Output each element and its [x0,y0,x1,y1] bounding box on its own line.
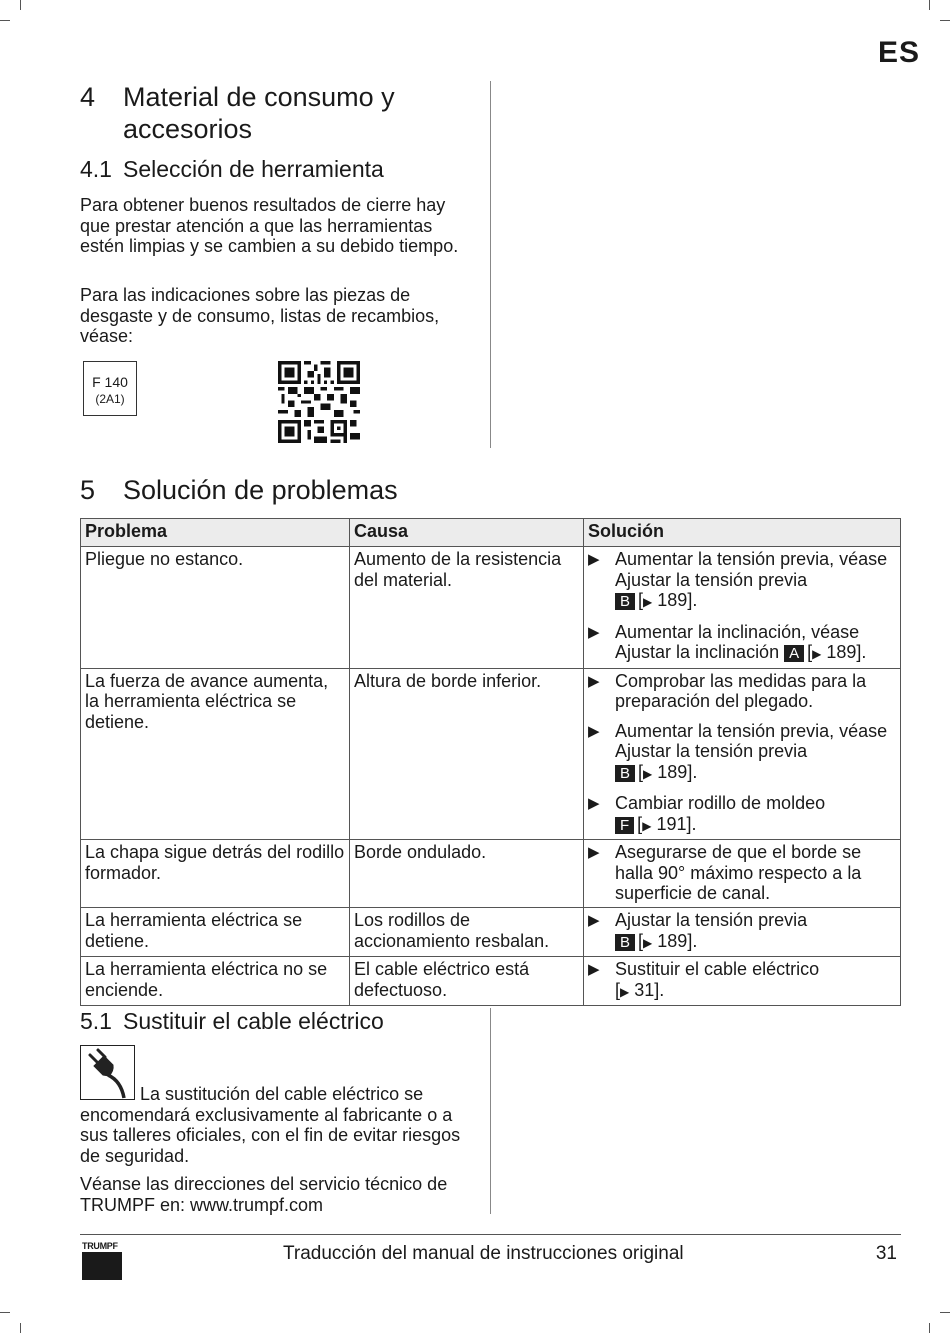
problem-cell: La fuerza de avance aumenta, la herramienta eléctrica se detiene. [81,668,350,840]
crop-mark [940,1312,950,1313]
solution-text: Comprobar las medidas para la preparación del plegado. [615,670,867,711]
problem-cell: Pliegue no estanco. [81,547,350,669]
problem-cell: La herramienta eléctrica no se enciende. [81,957,350,1006]
cause-cell: El cable eléctrico está defectuoso. [350,957,584,1006]
cause-cell: Los rodillos de accionamiento resbalan. [350,908,584,957]
solution-item [588,671,896,712]
table-row [81,547,901,669]
section-4-heading [80,81,395,145]
solution-item: ▶ Cambiar rodillo de moldeo F [▶ 191]. [588,793,896,836]
section-title: Sustituir el cable eléctrico [123,1008,384,1034]
table-row [81,668,901,840]
troubleshooting-table [80,518,901,1006]
section-5-1-heading [80,1008,384,1035]
small-triangle-right-icon: ▶ [812,647,822,661]
page-reference[interactable]: 189]. [657,930,698,951]
section-title: Selección de herramienta [123,156,384,182]
solution-cell [584,908,901,957]
triangle-right-icon: ▶ [588,795,600,812]
page-reference[interactable]: 189]. [826,642,867,662]
small-triangle-right-icon: ▶ [643,595,653,609]
solution-cell [584,668,901,840]
footer-text: Traducción del manual de instrucciones original [283,1243,684,1264]
triangle-right-icon: ▶ [588,912,600,929]
small-triangle-right-icon: ▶ [643,766,653,781]
section-number: 4.1 [80,156,112,182]
reference-box [83,361,137,416]
language-tab: ES [877,36,920,69]
triangle-right-icon: ▶ [588,623,600,641]
table-row [81,840,901,908]
qr-code [278,361,360,443]
page-reference[interactable]: 189]. [657,590,698,610]
safety-paragraph: La sustitución del cable eléctrico se encomendará exclusivamente al fabricante o a sus talleres oficiales, con el fin de evitar riesgos de seguridad. [80,1084,461,1166]
cause-cell: Borde ondulado. [350,840,584,908]
trumpf-logo [82,1241,122,1280]
table-row [81,908,901,957]
crop-mark [940,20,950,21]
reference-code: F 140 [92,374,128,390]
table-header-row [81,519,901,547]
small-triangle-right-icon: ▶ [620,984,630,999]
figure-badge: A [784,645,804,662]
page-reference[interactable]: 189]. [657,761,698,782]
triangle-right-icon: ▶ [588,722,600,740]
solution-item: ▶ Aumentar la inclinación, véase Ajustar la inclinación A [▶ 189]. [588,622,896,665]
problem-cell: La herramienta eléctrica se detiene. [81,908,350,957]
page-reference[interactable]: 191]. [656,813,697,834]
column-header-solution: Solución [584,519,901,547]
figure-badge: B [615,765,635,782]
section-title-line2: accesorios [123,114,253,144]
column-divider [490,81,491,448]
reference-subcode: (2A1) [95,392,125,406]
paragraph: Véanse las direcciones del servicio técnico de TRUMPF en: www.trumpf.com [80,1174,448,1215]
table-row [81,957,901,1006]
solution-text: Aumentar la inclinación, véase Ajustar la inclinación [615,621,860,662]
page-reference[interactable]: 31]. [634,979,665,1000]
solution-text: Cambiar rodillo de moldeo [615,793,826,813]
triangle-right-icon: ▶ [588,844,600,861]
section-number: 4 [80,82,96,112]
figure-badge: F [615,817,634,834]
solution-text: Ajustar la tensión previa [615,910,808,930]
footer-rule [80,1234,901,1235]
section-5-heading [80,474,398,506]
small-triangle-right-icon: ▶ [642,818,652,833]
section-number: 5.1 [80,1008,112,1034]
triangle-right-icon: ▶ [588,551,600,568]
solution-item: ▶ Sustituir el cable eléctrico [▶ 31]. [588,959,896,1002]
solution-text: Aumentar la tensión previa, véase Ajustar la tensión previa [615,549,888,590]
solution-item: ▶ Aumentar la tensión previa, véase Ajustar la tensión previa B [▶ 189]. [588,721,896,785]
crop-mark [929,0,930,10]
logo-text: TRUMPF [82,1241,118,1251]
figure-badge: B [615,934,635,951]
cause-cell: Altura de borde inferior. [350,668,584,840]
small-triangle-right-icon: ▶ [643,935,653,950]
crop-mark [0,1312,10,1313]
column-header-cause: Causa [350,519,584,547]
crop-mark [0,20,10,21]
paragraph: Para las indicaciones sobre las piezas de desgaste y de consumo, listas de recambios, véase: [80,285,440,346]
solution-text: Aumentar la tensión previa, véase Ajustar la tensión previa [615,720,888,761]
solution-item: ▶ Ajustar la tensión previa B [▶ 189]. [588,910,896,953]
page-number: 31 [875,1243,897,1264]
crop-mark [20,1323,21,1333]
crop-mark [20,0,21,10]
section-title-line1: Material de consumo y [123,82,395,112]
column-divider [490,1008,491,1214]
solution-item [588,842,896,904]
paragraph: Para obtener buenos resultados de cierre hay que prestar atención a que las herramientas estén limpias y se cambien a su debido tiempo. [80,195,459,256]
solution-text: Asegurarse de que el borde se halla 90° máximo respecto a la superficie de canal. [615,842,862,903]
figure-badge: B [615,593,635,610]
solution-cell [584,547,901,669]
cause-cell: Aumento de la resistencia del material. [350,547,584,669]
column-header-problem: Problema [81,519,350,547]
triangle-right-icon: ▶ [588,961,600,978]
solution-item: ▶ Aumentar la tensión previa, véase Ajustar la tensión previa B [▶ 189]. [588,549,896,613]
logo-block [82,1252,122,1280]
problem-cell: La chapa sigue detrás del rodillo formador. [81,840,350,908]
solution-cell [584,840,901,908]
crop-mark [929,1323,930,1333]
section-title: Solución de problemas [123,475,398,505]
triangle-right-icon: ▶ [588,672,600,690]
section-number: 5 [80,475,96,505]
section-4-1-heading [80,156,384,183]
paragraph [80,1084,476,1166]
solution-text: Sustituir el cable eléctrico [615,959,820,979]
solution-cell [584,957,901,1006]
